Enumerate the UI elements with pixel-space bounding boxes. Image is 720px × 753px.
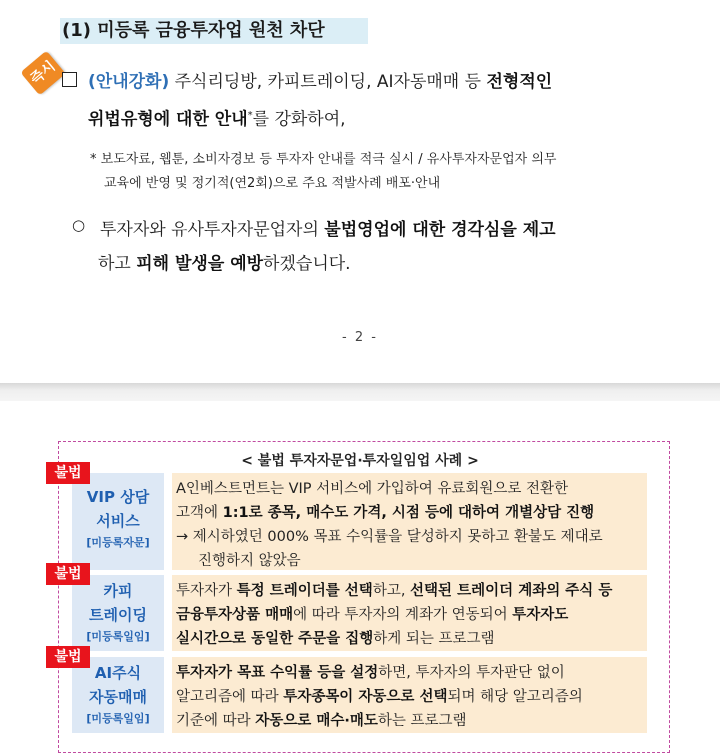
case-desc-bold: 1:1로 종목, 매수도 가격, 시점 등에 대하여 개별상담 진행 (222, 505, 595, 521)
case-desc-bold: 실시간으로 동일한 주문을 집행 (176, 631, 374, 647)
case-desc-line (176, 709, 641, 733)
illegal-badge: 불법 (46, 646, 90, 668)
case-row-vip (72, 473, 657, 570)
footnote-marker: * (247, 110, 253, 121)
guidance-text-a: 주식리딩방, 카피트레이딩, AI자동매매 등 (169, 72, 487, 92)
cases-title: < 불법 투자자문업·투자일임업 사례 > (241, 453, 479, 469)
footnote-line-2: 교육에 반영 및 정기적(연2회)으로 주요 적발사례 배포·안내 (104, 176, 441, 191)
case-name-line-2: 서비스 (96, 512, 140, 530)
circle-bullet-icon: ○ (72, 216, 86, 234)
case-desc-bold: 자동으로 매수·매도 (255, 713, 378, 729)
case-desc-line (176, 603, 641, 627)
case-desc-line: → 제시하였던 000% 목표 수익률을 달성하지 못하고 환불도 제대로 (176, 529, 603, 545)
case-desc-text: 하면, 투자자의 투자판단 없이 (378, 665, 565, 681)
case-desc-vip (172, 473, 647, 570)
prevention-text-c: 하겠습니다. (263, 254, 351, 274)
case-desc-line (176, 661, 641, 685)
case-label-vip (72, 473, 164, 570)
page-separator (0, 383, 720, 401)
case-desc-copy-trading (172, 575, 647, 651)
case-desc-line (176, 685, 641, 709)
guidance-bold-b: 위법유형에 대한 안내 (88, 109, 248, 130)
case-desc-line (176, 627, 641, 651)
guidance-paragraph (88, 66, 688, 137)
page-number: - 2 - (342, 330, 378, 345)
case-name-line-2: 자동매매 (89, 688, 147, 706)
case-tag: [미등록일임] (86, 712, 150, 725)
prevention-bold-b: 피해 발생을 예방 (136, 254, 264, 274)
immediate-stamp: 즉시 (20, 51, 65, 96)
case-desc-text: 기준에 따라 (176, 713, 256, 729)
case-label-ai-trading (72, 657, 164, 733)
case-desc-line: A인베스트먼트는 VIP 서비스에 가입하여 유료회원으로 전환한 (176, 481, 569, 497)
case-tag: [미등록일임] (86, 630, 150, 643)
case-row-copy-trading (72, 575, 657, 651)
case-name-line-2: 트레이딩 (89, 606, 147, 624)
illegal-badge: 불법 (46, 462, 90, 484)
prevention-text-b: 하고 (98, 254, 137, 274)
case-desc-bold: 투자자가 목표 수익률 등을 설정 (176, 665, 379, 681)
case-name-line-1: AI주식 (94, 664, 142, 682)
case-desc-text: 되며 해당 알고리즘의 (447, 689, 583, 705)
case-desc-line (176, 579, 641, 603)
case-desc-bold: 특정 트레이더를 선택 (236, 583, 373, 599)
case-desc-text: 에 따라 투자자의 계좌가 연동되어 (293, 607, 513, 623)
guidance-text-b: 를 강화하여, (252, 109, 346, 130)
case-desc-text: 하고, (372, 583, 411, 599)
case-name-line-1: VIP 상담 (86, 488, 150, 506)
footnote (90, 148, 690, 196)
guidance-heading: (안내강화) (88, 72, 170, 92)
case-desc-line (176, 501, 641, 525)
guidance-bold-a: 전형적인 (486, 72, 553, 92)
case-row-ai-trading (72, 657, 657, 733)
case-desc-bold: 금융투자상품 매매 (176, 607, 294, 623)
case-label-copy-trading (72, 575, 164, 651)
case-desc-ai-trading (172, 657, 647, 733)
document-page-3 (0, 401, 720, 750)
case-desc-line: 진행하지 않았음 (198, 553, 301, 569)
footnote-line-1: * 보도자료, 웹툰, 소비자경보 등 투자자 안내를 적극 실시 / 유사투자자문업자 의무 (90, 152, 557, 167)
case-desc-text: 하는 프로그램 (377, 713, 467, 729)
case-desc-text: 고객에 (176, 505, 223, 521)
case-desc-text: 알고리즘에 따라 (176, 689, 284, 705)
section-title: (1) 미등록 금융투자업 원천 차단 (60, 18, 368, 44)
case-desc-text: 투자자가 (176, 583, 237, 599)
case-desc-bold: 투자종목이 자동으로 선택 (283, 689, 448, 705)
case-desc-bold: 투자자도 (512, 607, 569, 623)
checkbox-bullet-icon (62, 72, 77, 87)
case-desc-bold: 선택된 트레이더 계좌의 주식 등 (410, 583, 613, 599)
case-name-line-1: 카피 (103, 582, 133, 600)
illegal-badge: 불법 (46, 563, 90, 585)
case-desc-text: 하게 되는 프로그램 (373, 631, 495, 647)
prevention-bold-a: 불법영업에 대한 경각심을 제고 (324, 220, 556, 240)
prevention-text-a: 투자자와 유사투자자문업자의 (100, 220, 325, 240)
case-tag: [미등록자문] (86, 536, 150, 549)
prevention-paragraph (100, 213, 680, 281)
